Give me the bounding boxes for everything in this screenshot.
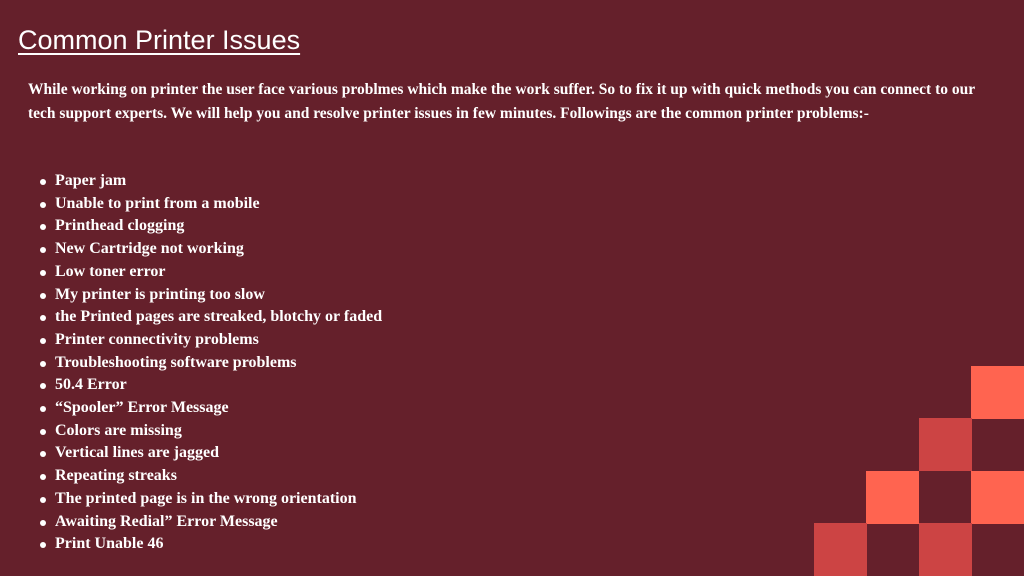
list-item-label: 50.4 Error bbox=[55, 376, 127, 394]
list-item-label: Low toner error bbox=[55, 262, 166, 280]
bullet-icon bbox=[40, 338, 46, 344]
list-item-label: Print Unable 46 bbox=[55, 535, 164, 553]
list-item-label: Awaiting Redial” Error Message bbox=[55, 512, 278, 530]
list-item bbox=[28, 442, 382, 465]
list-item bbox=[28, 170, 382, 193]
list-item-label: The printed page is in the wrong orientation bbox=[55, 489, 357, 507]
bullet-icon bbox=[40, 451, 46, 457]
bullet-icon bbox=[40, 474, 46, 480]
bullet-icon bbox=[40, 247, 46, 253]
decorative-block bbox=[866, 471, 919, 524]
intro-paragraph: While working on printer the user face various problmes which make the work suffer. So to fix it up with quick methods you can connect to our tech support experts. We will help you and resolve printer issues in few minutes. Followings are the common printer problems:- bbox=[28, 81, 975, 122]
list-item-label: Unable to print from a mobile bbox=[55, 194, 260, 212]
list-item bbox=[28, 352, 382, 375]
list-item bbox=[28, 215, 382, 238]
bullet-icon bbox=[40, 406, 46, 412]
bullet-icon bbox=[40, 542, 46, 548]
bullet-icon bbox=[40, 383, 46, 389]
issues-list bbox=[28, 170, 382, 556]
bullet-icon bbox=[40, 315, 46, 321]
bullet-icon bbox=[40, 497, 46, 503]
list-item bbox=[28, 488, 382, 511]
decorative-block bbox=[919, 418, 972, 471]
list-item bbox=[28, 374, 382, 397]
list-item-label: Printhead clogging bbox=[55, 217, 185, 235]
bullet-icon bbox=[40, 293, 46, 299]
decorative-block bbox=[971, 366, 1024, 419]
list-item bbox=[28, 329, 382, 352]
list-item bbox=[28, 193, 382, 216]
list-item-label: My printer is printing too slow bbox=[55, 285, 265, 303]
list-item bbox=[28, 238, 382, 261]
decorative-block bbox=[814, 523, 867, 576]
list-item-label: Repeating streaks bbox=[55, 467, 177, 485]
list-item bbox=[28, 397, 382, 420]
bullet-icon bbox=[40, 202, 46, 208]
bullet-icon bbox=[40, 429, 46, 435]
list-item bbox=[28, 533, 382, 556]
list-item-label: Colors are missing bbox=[55, 421, 182, 439]
list-item bbox=[28, 511, 382, 534]
list-item-label: New Cartridge not working bbox=[55, 240, 244, 258]
decorative-block bbox=[919, 523, 972, 576]
list-item bbox=[28, 284, 382, 307]
bullet-icon bbox=[40, 520, 46, 526]
decorative-block bbox=[971, 471, 1024, 524]
bullet-icon bbox=[40, 270, 46, 276]
list-item-label: Printer connectivity problems bbox=[55, 330, 259, 348]
list-item bbox=[28, 420, 382, 443]
bullet-icon bbox=[40, 224, 46, 230]
list-item-label: Vertical lines are jagged bbox=[55, 444, 219, 462]
list-item-label: “Spooler” Error Message bbox=[55, 399, 229, 417]
list-item bbox=[28, 306, 382, 329]
list-item-label: Troubleshooting software problems bbox=[55, 353, 297, 371]
slide-title: Common Printer Issues bbox=[18, 25, 301, 55]
bullet-icon bbox=[40, 179, 46, 185]
list-item-label: Paper jam bbox=[55, 172, 127, 189]
list-item-label: the Printed pages are streaked, blotchy or faded bbox=[55, 308, 383, 326]
bullet-icon bbox=[40, 361, 46, 367]
list-item bbox=[28, 261, 382, 284]
list-item bbox=[28, 465, 382, 488]
